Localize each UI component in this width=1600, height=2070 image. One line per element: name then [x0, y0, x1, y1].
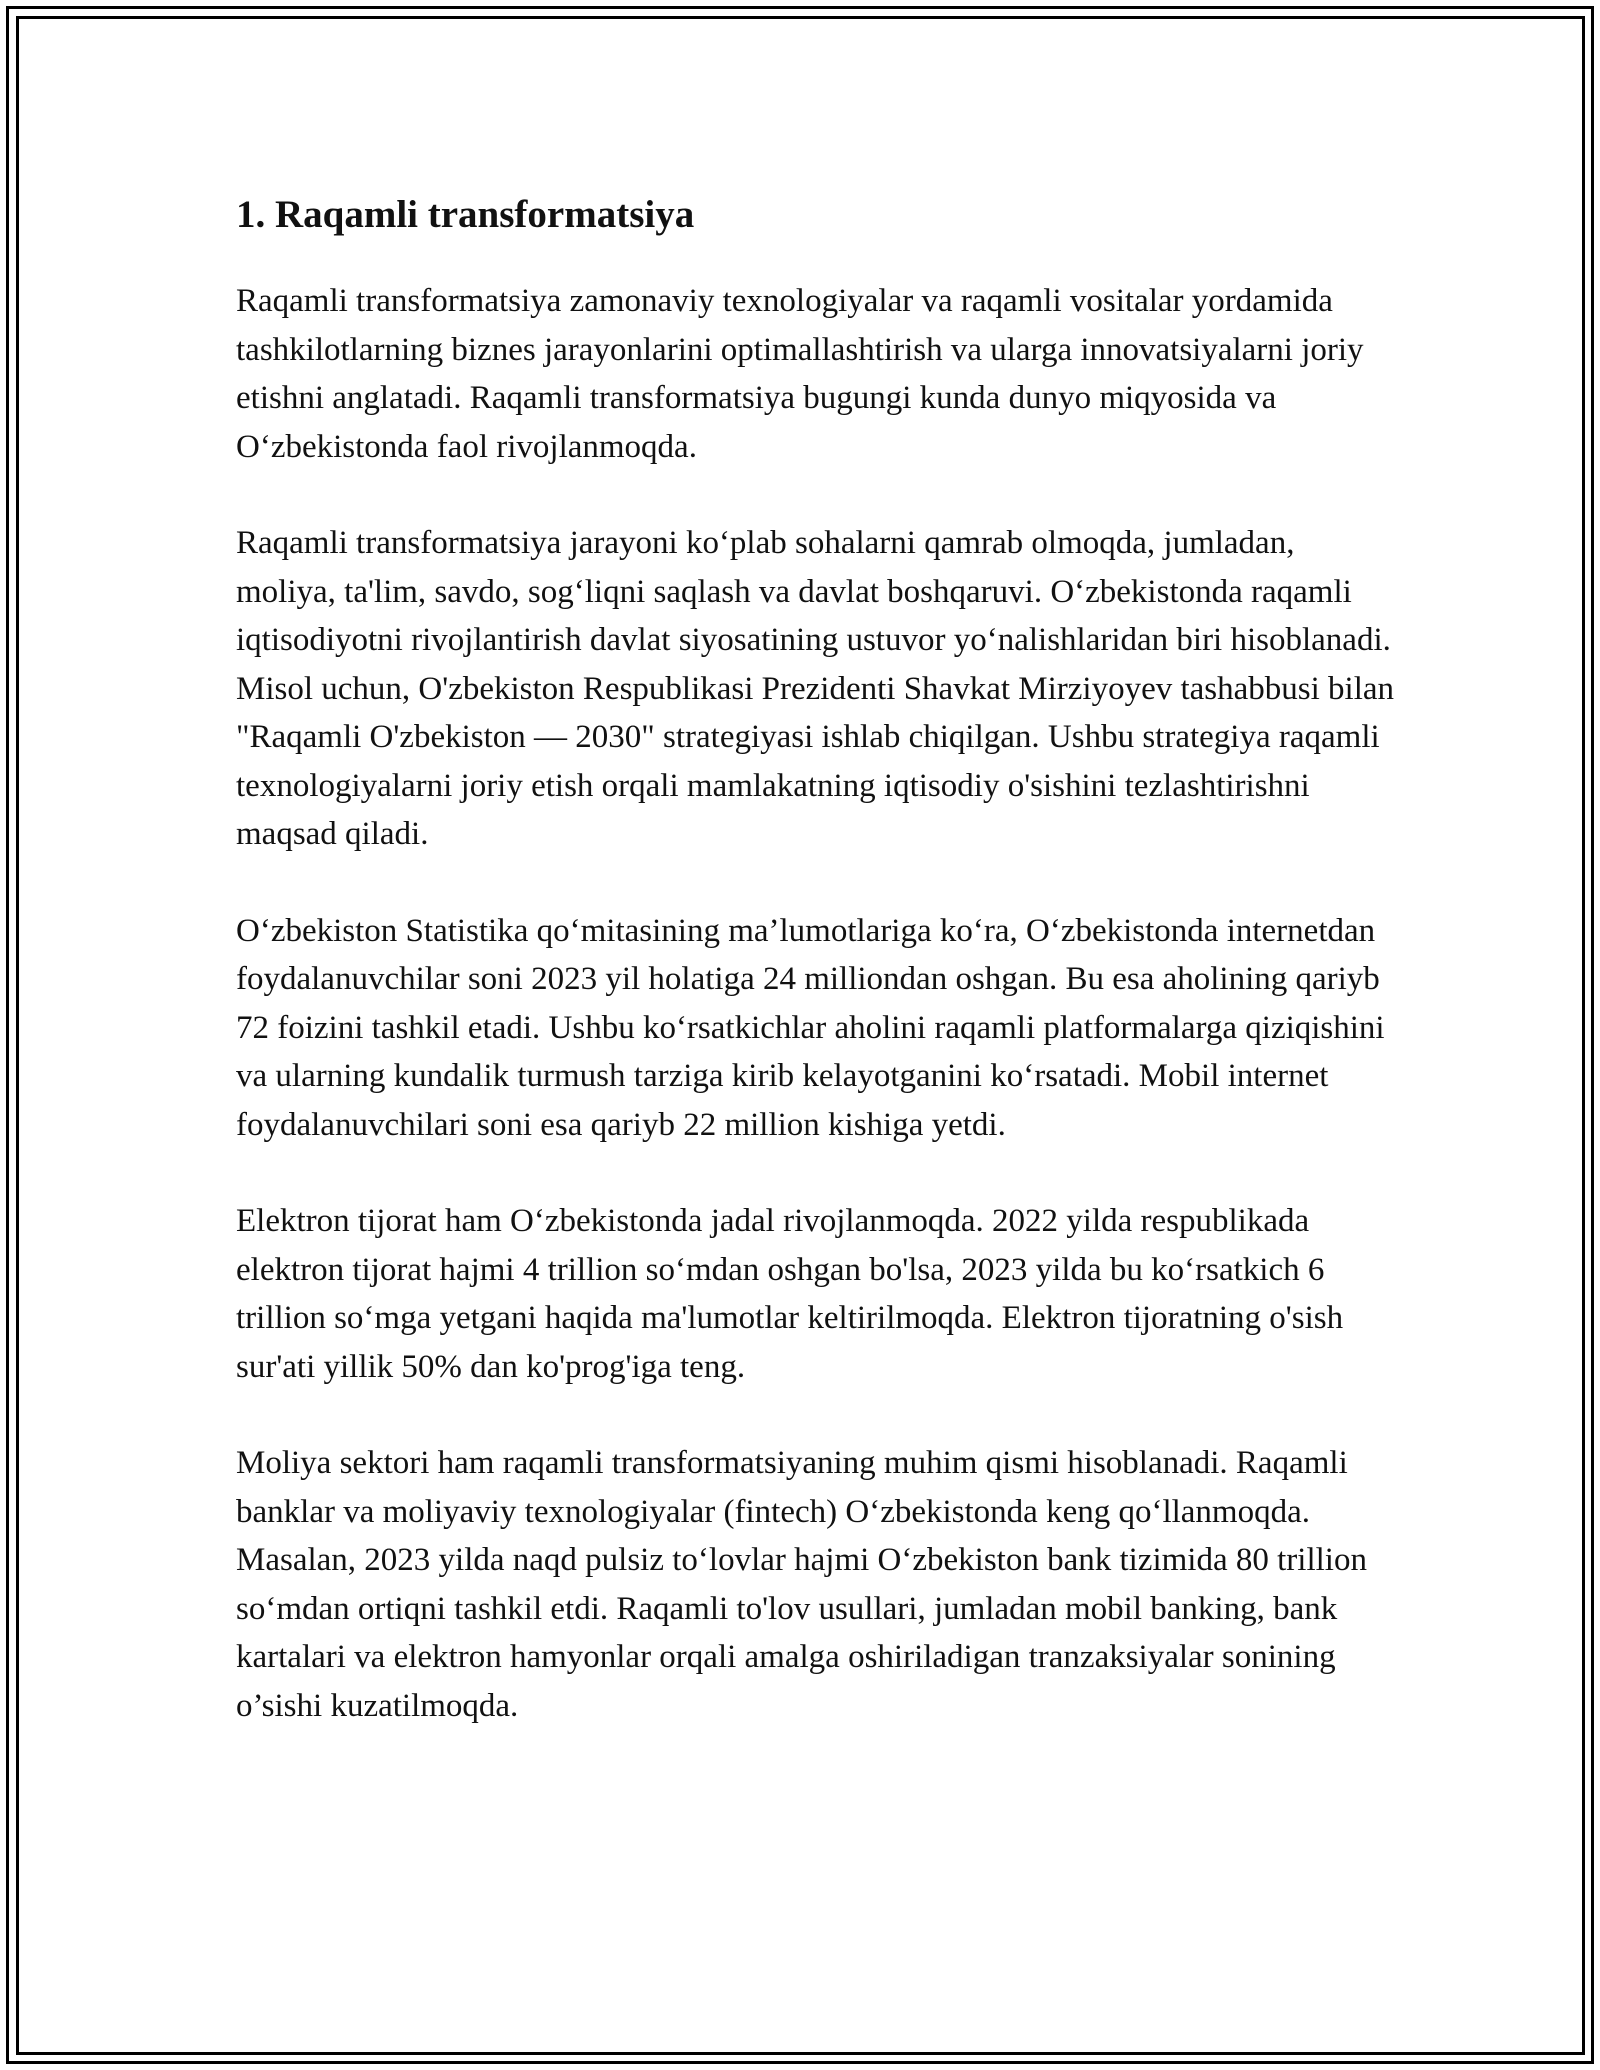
paragraph-ecommerce: Elektron tijorat ham O‘zbekistonda jadal rivojlanmoqda. 2022 yilda respublikada elektron tijorat hajmi 4 trillion so‘mdan oshgan bo'lsa, 2023 yilda bu ko‘rsatkich 6 trillion so‘mga yetgani haqida ma'lumotlar keltirilmoqda. Elektron tijoratning o'sish sur'ati yillik 50% dan ko'prog'iga teng.	[236, 1203, 1344, 1385]
paragraph-finance: Moliya sektori ham raqamli transformatsiyaning muhim qismi hisoblanadi. Raqamli banklar va moliyaviy texnologiyalar (fintech) O‘zbekistonda keng qo‘llanmoqda. Masalan, 2023 yilda naqd pulsiz to‘lovlar hajmi O‘zbekiston bank tizimida 80 trillion so‘mdan ortiqni tashkil etdi. Raqamli to'lov usullari, jumladan mobil banking, bank kartalari va elektron hamyonlar orqali amalga oshiriladigan tranzaksiyalar sonining o’sishi kuzatilmoqda.	[236, 1445, 1367, 1724]
paragraph-intro: Raqamli transformatsiya zamonaviy texnologiyalar va raqamli vositalar yordamida tashkilotlarning biznes jarayonlarini optimallashtirish va ularga innovatsiyalarni joriy etishni anglatadi. Raqamli transformatsiya bugungi kunda dunyo miqyosida va O‘zbekistonda faol rivojlanmoqda.	[236, 283, 1364, 465]
document-body	[236, 185, 1396, 1778]
section-heading: 1. Raqamli transformatsiya	[236, 193, 695, 236]
paragraph-internet-users: O‘zbekiston Statistika qo‘mitasining ma’lumotlariga ko‘ra, O‘zbekistonda internetdan foydalanuvchilar soni 2023 yil holatiga 24 milliondan oshgan. Bu esa aholining qariyb 72 foizini tashkil etadi. Ushbu ko‘rsatkichlar aholini raqamli platformalarga qiziqishini va ularning kundalik turmush tarziga kirib kelayotganini ko‘rsatadi. Mobil internet foydalanuvchilari soni esa qariyb 22 million kishiga yetdi.	[236, 912, 1385, 1143]
paragraph-sectors: Raqamli transformatsiya jarayoni ko‘plab sohalarni qamrab olmoqda, jumladan, moliya, ta'lim, savdo, sog‘liqni saqlash va davlat boshqaruvi. O‘zbekistonda raqamli iqtisodiyotni rivojlantirish davlat siyosatining ustuvor yo‘nalishlaridan biri hisoblanadi. Misol uchun, O'zbekiston Respublikasi Prezidenti Shavkat Mirziyoyev tashabbusi bilan "Raqamli O'zbekiston — 2030" strategiyasi ishlab chiqilgan. Ushbu strategiya raqamli texnologiyalarni joriy etish orqali mamlakatning iqtisodiy o'sishini tezlashtirishni maqsad qiladi.	[236, 525, 1395, 852]
